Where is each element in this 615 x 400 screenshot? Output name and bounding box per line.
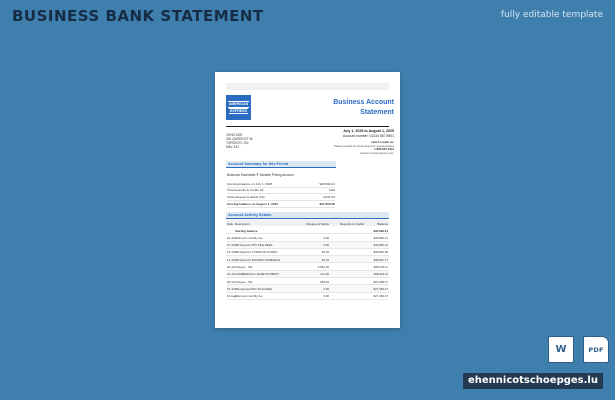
cell-debit: 2.00 xyxy=(323,286,329,291)
logo-text-2: EXPRESS xyxy=(230,108,247,113)
col-balance: Balance xyxy=(377,221,388,226)
cell-date: 07 Jul xyxy=(227,243,235,248)
statement-title xyxy=(333,98,394,118)
address-line: M5V 2A7 xyxy=(226,145,240,150)
activity-header: Account Activity Details xyxy=(226,212,389,219)
banner-tagline: fully editable template xyxy=(500,10,603,20)
cell-description: Bill Payment PAY FILE FEES xyxy=(235,243,273,248)
summary-label: Total cheques & debits (10) xyxy=(227,195,265,199)
table-row xyxy=(226,256,389,263)
cell-date: 28 Jul xyxy=(227,279,235,284)
contact-line: How to reach us: xyxy=(371,140,394,144)
cell-description: Starting balance xyxy=(235,228,258,233)
col-debits: Cheques & Debits xyxy=(305,221,329,226)
cell-debit: 2,581.06 xyxy=(317,265,329,269)
cell-description: Cheque - 782 xyxy=(235,265,253,269)
summary-row-closing xyxy=(227,202,335,208)
table-row xyxy=(226,249,389,256)
cell-balance: $30,984.21 xyxy=(373,235,388,240)
statement-title-line-2: Statement xyxy=(360,109,394,116)
cell-description: Minimum monthly fee xyxy=(235,235,263,240)
summary-value: $27,358.28 xyxy=(319,202,335,206)
table-row xyxy=(226,293,389,300)
summary-header: Account Summary for this Period xyxy=(226,161,336,168)
cell-date: 01 Aug xyxy=(227,294,237,299)
contact-info xyxy=(334,141,394,155)
cell-description: Bill Payment ROGERS WIRELESS xyxy=(235,257,281,262)
cell-debit: 2.00 xyxy=(323,243,329,248)
cell-balance: $30,982.21 xyxy=(373,243,388,248)
cell-date: 31 Jul xyxy=(227,286,235,291)
col-credits: Deposits & Credits xyxy=(340,221,364,226)
activity-table-header xyxy=(226,220,389,226)
summary-label: Closing balance on August 1, 2025 xyxy=(227,202,278,206)
contact-line: 1-800-957-4441 xyxy=(374,147,394,152)
statement-page xyxy=(215,72,400,328)
cell-debit: 650.84 xyxy=(320,279,329,284)
summary-row xyxy=(227,195,335,201)
word-icon: W xyxy=(555,344,567,355)
address-line: TORONTO, ON xyxy=(226,141,249,146)
summary-label: Total deposits & credits (0) xyxy=(227,188,264,192)
table-row xyxy=(226,285,389,292)
cell-balance: $30,811.17 xyxy=(373,257,388,262)
cell-debit: 211.00 xyxy=(320,272,329,277)
cell-date: 24 Jul xyxy=(227,272,235,277)
cell-description: Cheque - 791 xyxy=(235,279,253,284)
summary-row xyxy=(227,188,335,194)
cell-debit: 90.26 xyxy=(321,250,329,255)
cell-balance: $28,230.11 xyxy=(373,265,388,269)
contact-line: www.americanexpress.com xyxy=(359,150,394,155)
cell-date: 01 Jul xyxy=(227,235,235,240)
statement-period: July 1, 2025 to August 1, 2025 xyxy=(343,129,394,133)
customer-address xyxy=(226,133,253,149)
col-description: Description xyxy=(235,221,250,226)
table-row xyxy=(226,242,389,249)
header-divider xyxy=(226,126,389,127)
address-line: JOHN DOE xyxy=(226,133,243,137)
cell-balance: $27,366.27 xyxy=(373,286,388,291)
summary-value: 3,631.93 xyxy=(322,195,335,199)
cell-date: 12 Jul xyxy=(227,250,235,255)
logo-text-1: AMERICAN xyxy=(228,102,249,107)
cell-date: 14 Jul xyxy=(227,257,235,262)
page-top-bar xyxy=(226,83,389,90)
statement-title-line-1: Business Account xyxy=(333,99,394,106)
cell-balance: $30,990.21 xyxy=(373,228,388,233)
pdf-icon: PDF xyxy=(588,345,604,354)
table-row xyxy=(226,234,389,241)
pdf-file-icon[interactable] xyxy=(583,336,609,363)
cell-balance: $28,019.11 xyxy=(373,272,388,277)
summary-label: Opening balance on July 1, 2025 xyxy=(227,182,273,186)
cell-description: Minimum monthly fee xyxy=(235,294,263,299)
address-line: 400 QUEEN ST W, xyxy=(226,137,254,142)
summary-value: 0.00 xyxy=(328,188,335,192)
cell-debit: 6.00 xyxy=(323,235,329,240)
cell-description: Bill Payment TORONTO HYDRO xyxy=(235,250,278,255)
cell-description: Bill payment PAY FILE FEES xyxy=(235,286,273,291)
banner-title: BUSINESS BANK STATEMENT xyxy=(12,7,264,25)
site-badge[interactable]: ehennicotschoepges.lu xyxy=(463,373,603,389)
contact-line: Please contact American Express representative xyxy=(333,143,394,148)
table-row xyxy=(226,278,389,285)
account-number: Account number: 01234 567 8901 xyxy=(342,134,394,138)
account-product: Business Essentials ® Variable Pricing Account xyxy=(227,173,294,177)
amex-logo xyxy=(226,95,251,120)
cell-debit: 80.78 xyxy=(321,257,329,262)
word-file-icon[interactable] xyxy=(548,336,574,363)
cell-balance: $30,891.95 xyxy=(373,250,388,255)
cell-description: COMMERCIAL LEASE PAYMENT xyxy=(235,272,279,277)
cell-date: 20 Jul xyxy=(227,265,235,269)
cell-balance: $27,368.27 xyxy=(373,279,388,284)
col-date: Date xyxy=(227,221,234,226)
cell-balance: $27,360.27 xyxy=(373,294,388,299)
table-row xyxy=(226,271,389,278)
cell-debit: 6.00 xyxy=(323,294,329,299)
table-row xyxy=(226,264,389,271)
summary-value: $30,990.21 xyxy=(319,182,335,186)
starting-balance-row xyxy=(226,227,389,234)
